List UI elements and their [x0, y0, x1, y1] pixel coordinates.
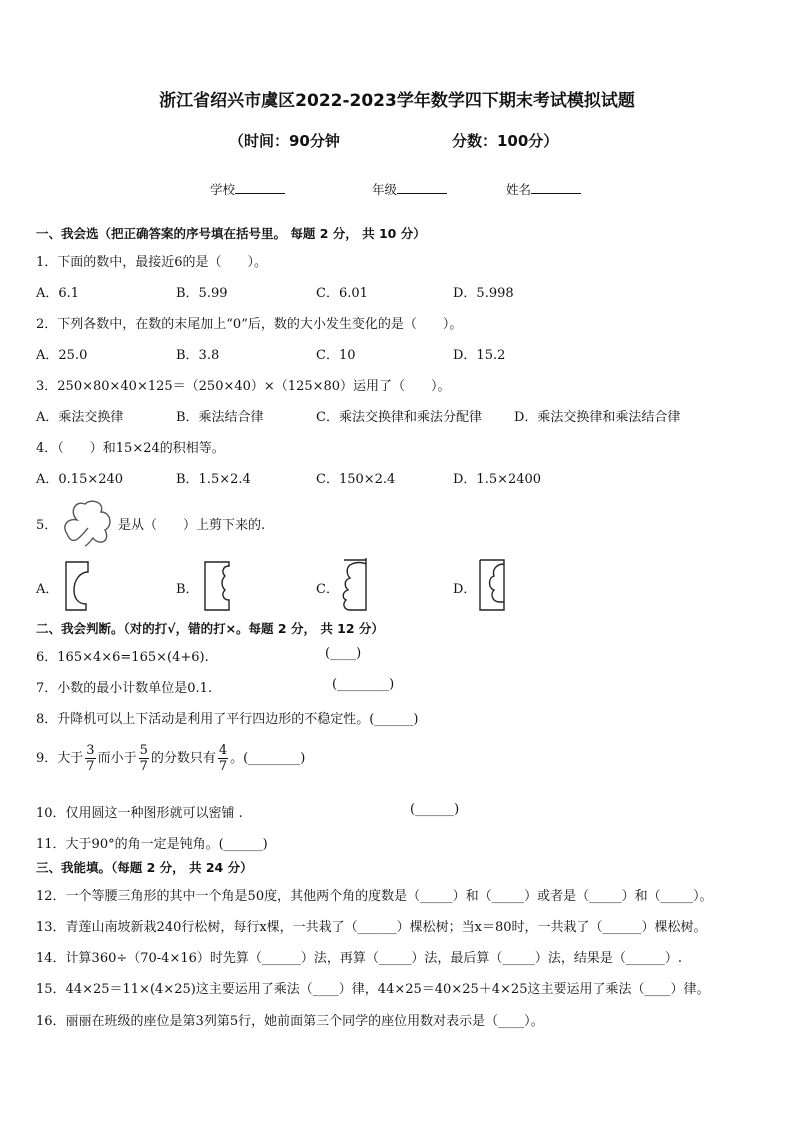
question-10: 10．仅用圆这一种图形就可以密铺 .: [36, 806, 243, 821]
fraction-4-7: [218, 743, 228, 774]
q4-option-c[interactable]: C．150×2.4: [316, 472, 396, 487]
time-info: （时间：90分钟: [229, 132, 340, 150]
q3-option-d[interactable]: D．乘法交换律和乘法结合律: [514, 410, 681, 425]
q2-option-c[interactable]: C．10: [316, 348, 356, 363]
grade-field[interactable]: [372, 180, 447, 198]
q4-option-b[interactable]: B．1.5×2.4: [176, 472, 251, 487]
fraction-numerator: 5: [139, 743, 148, 758]
paper-shape-a-icon: [64, 560, 90, 612]
question-2: 2．下列各数中，在数的末尾加上“0”后，数的大小发生变化的是（ ）。: [36, 317, 463, 332]
q9-text-4: 。(________): [230, 751, 306, 766]
fraction-denominator: 7: [139, 759, 148, 774]
q2-option-b[interactable]: B．3.8: [176, 348, 220, 363]
q1-option-d[interactable]: D．5.998: [453, 286, 514, 301]
q3-option-b[interactable]: B．乘法结合律: [176, 410, 264, 425]
q5-option-a[interactable]: A．: [36, 582, 59, 597]
question-15[interactable]: 15．44×25＝11×(4×25)这主要运用了乘法（____）律，44×25＝40×25＋4×25这主要运用了乘法（____）律。: [36, 982, 710, 997]
q5-prefix: 5．: [36, 518, 58, 533]
question-4: 4．（ ）和15×24的积相等。: [36, 441, 225, 456]
section-3-heading: 三、我能填。（每题 2 分， 共 24 分）: [36, 860, 253, 875]
q1-option-c[interactable]: C．6.01: [316, 286, 368, 301]
q2-option-a[interactable]: A．25.0: [36, 348, 88, 363]
question-6: 6．165×4×6=165×(4+6).: [36, 650, 209, 665]
grade-label: 年级: [372, 182, 398, 197]
question-8[interactable]: 8．升降机可以上下活动是利用了平行四边形的不稳定性。(______): [36, 712, 419, 727]
school-field[interactable]: [210, 180, 285, 198]
question-1: 1．下面的数中，最接近6的是（ ）。: [36, 255, 268, 270]
score-info: 分数：100分）: [452, 132, 559, 150]
paper-shape-b-icon: [203, 560, 233, 612]
q4-option-d[interactable]: D．1.5×2400: [453, 472, 542, 487]
fraction-denominator: 7: [218, 759, 228, 774]
paper-shape-d-icon: [478, 558, 508, 612]
q9-text-2: 而小于: [97, 751, 137, 766]
paper-shape-c-icon: [340, 556, 370, 612]
school-blank[interactable]: [235, 181, 285, 194]
question-14[interactable]: 14．计算360÷（70-4×16）时先算（______）法，再算（_____）法，最后算（_____）法，结果是（______）.: [36, 951, 683, 966]
q1-option-b[interactable]: B．5.99: [176, 286, 228, 301]
fraction-3-7: [85, 743, 95, 774]
question-5: 是从（ ）上剪下来的.: [118, 518, 266, 533]
q6-answer-blank[interactable]: (____): [325, 646, 362, 661]
page-title: 浙江省绍兴市虞区2022-2023学年数学四下期末考试模拟试题: [159, 91, 635, 111]
question-11[interactable]: 11．大于90°的角一定是钝角。(______): [36, 837, 268, 852]
question-12[interactable]: 12．一个等腰三角形的其中一个角是50度，其他两个角的度数是（_____）和（_____）或者是（_____）和（_____）。: [36, 889, 713, 904]
name-field[interactable]: [506, 180, 581, 198]
clover-shape-icon: [63, 498, 113, 548]
q5-option-d[interactable]: D．: [453, 582, 477, 597]
grade-blank[interactable]: [397, 181, 447, 194]
q10-answer-blank[interactable]: (______): [410, 802, 460, 817]
q1-option-a[interactable]: A．6.1: [36, 286, 80, 301]
q7-answer-blank[interactable]: (________): [332, 677, 395, 692]
question-13[interactable]: 13．青莲山南坡新栽240行松树，每行x棵，一共栽了（______）棵松树；当x＝80时，一共栽了（______）棵松树。: [36, 920, 707, 935]
fraction-numerator: 4: [218, 743, 228, 758]
fraction-numerator: 3: [86, 743, 95, 758]
section-1-heading: 一、我会选（把正确答案的序号填在括号里。 每题 2 分， 共 10 分）: [36, 226, 426, 241]
question-16[interactable]: 16．丽丽在班级的座位是第3列第5行，她前面第三个同学的座位用数对表示是（____）。: [36, 1014, 544, 1029]
question-9[interactable]: [36, 743, 305, 774]
section-2-heading: 二、我会判断。（对的打√，错的打×。每题 2 分， 共 12 分）: [36, 621, 384, 636]
fraction-denominator: 7: [86, 759, 95, 774]
fraction-5-7: [139, 743, 149, 774]
q2-option-d[interactable]: D．15.2: [453, 348, 506, 363]
name-label: 姓名: [506, 182, 532, 197]
name-blank[interactable]: [531, 181, 581, 194]
q9-text-1: 9．大于: [36, 751, 84, 766]
question-3: 3．250×80×40×125＝（250×40）×（125×80）运用了（ ）。: [36, 379, 451, 394]
school-label: 学校: [210, 182, 236, 197]
q3-option-a[interactable]: A．乘法交换律: [36, 410, 124, 425]
q5-option-b[interactable]: B．: [176, 582, 199, 597]
question-7: 7．小数的最小计数单位是0.1.: [36, 681, 213, 696]
q4-option-a[interactable]: A．0.15×240: [36, 472, 124, 487]
q3-option-c[interactable]: C．乘法交换律和乘法分配律: [316, 410, 482, 425]
q9-text-3: 的分数只有: [150, 751, 216, 766]
q5-option-c[interactable]: C．: [316, 582, 339, 597]
